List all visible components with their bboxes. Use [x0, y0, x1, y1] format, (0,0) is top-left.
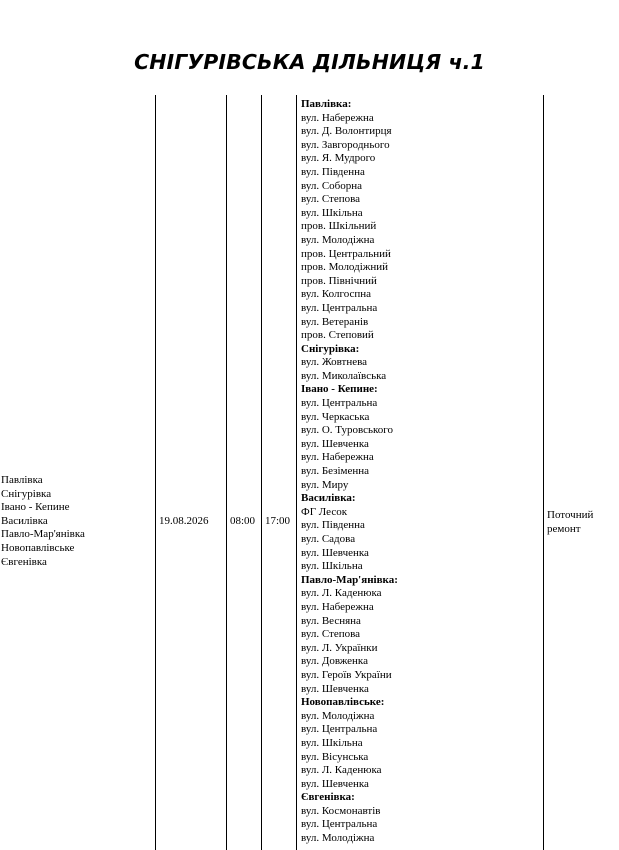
street-item: вул. Молодіжна — [301, 832, 375, 845]
street-item: вул. Центральна — [301, 301, 378, 314]
street-item: ФГ Лесок — [301, 505, 348, 518]
village-name: Євгенівка — [1, 555, 47, 568]
village-name: Павло-Мар'янівка — [1, 528, 85, 541]
village-name: Снігурівка — [1, 487, 52, 500]
street-item: вул. Завгороднього — [301, 138, 390, 151]
streets-cell — [301, 98, 398, 846]
village-name: Новопавлівське — [1, 541, 75, 554]
village-name: Павлівка — [1, 474, 43, 486]
street-item: вул. Молодіжна — [301, 709, 375, 722]
reason-line: Поточний — [547, 509, 594, 521]
street-item: вул. Довженка — [301, 655, 368, 668]
street-item: вул. Черкаська — [301, 410, 370, 423]
street-item: вул. Весняна — [301, 614, 361, 627]
street-item: вул. Шкільна — [301, 206, 363, 219]
street-item: пров. Північний — [301, 274, 377, 287]
street-item: вул. Шевченка — [301, 546, 369, 559]
table-divider — [543, 95, 544, 850]
street-item: вул. Садова — [301, 533, 356, 545]
date-cell: 19.08.2026 — [159, 515, 209, 527]
street-item: пров. Степовий — [301, 329, 374, 342]
settlement-heading: Івано - Кепине: — [301, 383, 378, 396]
street-item: вул. Жовтнева — [301, 356, 368, 369]
street-item: вул. Д. Волонтирця — [301, 125, 392, 138]
street-item: вул. Набережна — [301, 600, 374, 613]
reason-cell — [547, 509, 593, 536]
street-item: вул. Центральна — [301, 397, 378, 410]
settlement-heading: Василівка: — [301, 492, 356, 505]
start-time-cell: 08:00 — [230, 515, 256, 527]
reason-line: ремонт — [547, 522, 581, 535]
street-item: вул. Героїв України — [301, 668, 392, 681]
street-item: вул. Шевченка — [301, 682, 369, 695]
street-item: вул. Набережна — [301, 451, 374, 464]
settlement-heading: Снігурівка: — [301, 342, 360, 355]
street-item: вул. Миру — [301, 478, 349, 491]
street-item: вул. Ветеранів — [301, 315, 369, 328]
page-title: СНІГУРІВСЬКА ДІЛЬНИЦЯ ч.1 — [134, 50, 485, 74]
village-name: Василівка — [1, 514, 48, 527]
street-item: вул. Набережна — [301, 111, 374, 124]
street-item: вул. Степова — [301, 628, 361, 641]
street-item: вул. Шевченка — [301, 437, 369, 450]
street-item: пров. Центральний — [301, 247, 391, 260]
street-item: вул. Шкільна — [301, 560, 363, 573]
street-item: вул. О. Туровського — [301, 424, 393, 437]
street-item: пров. Молодіжний — [301, 261, 389, 274]
street-item: вул. Шкільна — [301, 736, 363, 749]
end-time-cell: 17:00 — [265, 515, 291, 527]
table-divider — [226, 95, 227, 850]
street-item: вул. Соборна — [301, 179, 363, 192]
street-item: вул. Колгоспна — [301, 288, 372, 301]
street-item: вул. Центральна — [301, 818, 378, 831]
street-item: вул. Л. Каденюка — [301, 587, 382, 600]
villages-cell — [1, 474, 85, 569]
village-name: Івано - Кепине — [1, 501, 70, 514]
table-divider — [296, 95, 297, 850]
street-item: вул. Південна — [301, 165, 365, 178]
street-item: вул. Центральна — [301, 723, 378, 736]
street-item: вул. Південна — [301, 519, 365, 532]
street-item: вул. Молодіжна — [301, 233, 375, 246]
table-divider — [261, 95, 262, 850]
settlement-heading: Павлівка: — [301, 98, 352, 110]
settlement-heading: Євгенівка: — [301, 791, 355, 804]
street-item: вул. Л. Українки — [301, 641, 378, 654]
street-item: вул. Космонавтів — [301, 804, 381, 817]
settlement-heading: Павло-Мар'янівка: — [301, 573, 398, 586]
street-item: пров. Шкільний — [301, 220, 377, 233]
street-item: вул. Безіменна — [301, 465, 370, 478]
street-item: вул. Я. Мудрого — [301, 152, 376, 165]
street-item: вул. Шевченка — [301, 777, 369, 790]
street-item: вул. Степова — [301, 193, 361, 206]
table-divider — [155, 95, 156, 850]
street-item: вул. Миколаївська — [301, 369, 387, 382]
street-item: вул. Л. Каденюка — [301, 764, 382, 777]
settlement-heading: Новопавлівське: — [301, 696, 385, 709]
street-item: вул. Вісунська — [301, 750, 369, 763]
